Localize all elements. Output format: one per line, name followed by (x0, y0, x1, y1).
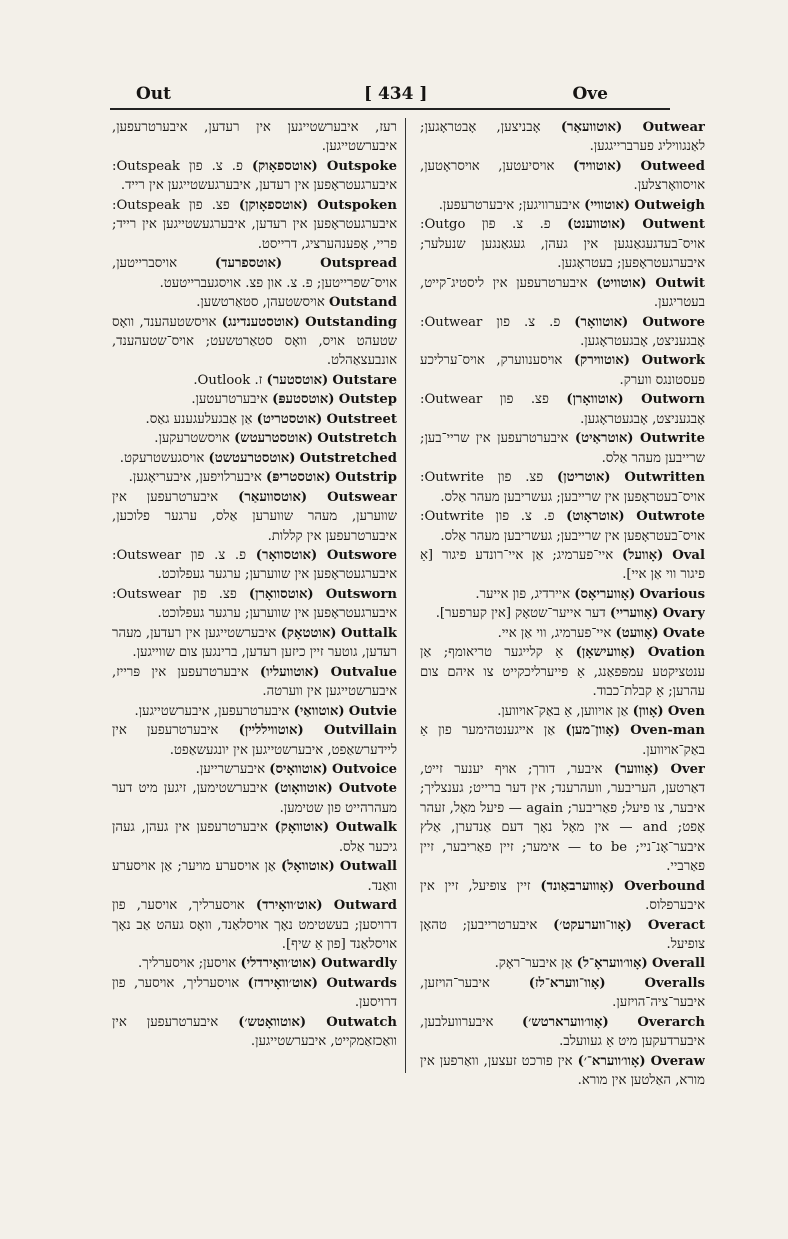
entry-headword: Outvoice (331, 761, 397, 777)
dictionary-entry (112, 293, 397, 312)
header-rule (110, 108, 670, 110)
column-divider (405, 118, 406, 1073)
entry-pronunciation: (אוטסטענדינג) (221, 314, 300, 330)
entry-pronunciation: (אָוועט) (615, 625, 659, 641)
entry-definition: איבערטרעפען אין שריי־בען; שרייבען מעהר אַלס. (420, 431, 705, 466)
entry-pronunciation: (אוטסטרעטש) (234, 431, 314, 447)
entry-headword: Outwards (326, 975, 397, 991)
header-page-number: [ 434 ] (364, 84, 428, 104)
entry-pronunciation: (אָוון־מען) (565, 723, 621, 739)
entry-headword: Outward (333, 898, 397, 914)
entry-definition: איבערוועלבען, איבערדעקען מיט אַ געוועלב. (420, 1014, 705, 1050)
entry-definition: איירדיג, פון אייער. (475, 586, 571, 602)
entry-pronunciation: (אוטווענט) (567, 217, 626, 233)
dictionary-entry (112, 371, 397, 390)
entry-pronunciation: (אוטוואָק) (274, 820, 330, 836)
entry-headword: Outvillain (323, 723, 397, 739)
dictionary-entry (420, 313, 705, 352)
entry-definition: פ. צ. פון Outspeak: איבערגעטראָפען אין רעדען, איבערגעשטייגען אין רייד. (112, 158, 397, 194)
entry-headword: Outwatch (326, 1014, 397, 1030)
entry-pronunciation: (אוטוואָיס) (269, 761, 328, 777)
entry-definition: דער אייער־שטאָק [אין קערפער]. (435, 606, 606, 622)
dictionary-entry (112, 760, 397, 779)
entry-definition: איי־פערמיג; אַן איי־רונדע פיגור [אַ פיגור ווי אַן איי]. (420, 547, 705, 583)
dictionary-entry (420, 1052, 705, 1091)
entry-definition: איבערטרעפען אין שווערען, מעהר שווערען אַלס, ערגער פלוכען, איבערטרעפען אין קללות. (112, 489, 397, 544)
entry-definition: אַן אויווען, אַ באַק־אויווען. (497, 703, 629, 719)
dictionary-entry (420, 157, 705, 196)
dictionary-entry (112, 624, 397, 663)
entry-headword: Overall (651, 956, 705, 972)
entry-headword: Outstep (338, 392, 397, 408)
entry-headword: Ovarious (639, 586, 705, 602)
dictionary-entry (112, 196, 397, 254)
dictionary-entry (112, 974, 397, 1013)
entry-headword: Overaw (650, 1053, 705, 1069)
entry-definition: איבערטרעפען אין וואַכזאַמקייט, איבערשטייגען. (112, 1014, 397, 1050)
entry-headword: Oval (672, 547, 705, 563)
entry-pronunciation: (אוטסטריט) (256, 411, 323, 427)
entry-headword: Overalls (644, 975, 705, 991)
entry-definition: אויסברייטען, אויס־שפרייטען; פ. צ. און פצ. אויסגעברייטעט. (112, 256, 397, 291)
entry-headword: Outtalk (341, 625, 397, 641)
entry-definition: איבערשטייגען אין רעדען, מעהר רעדען, גוטער זיין כיזען רעדען, ברינגען צום שווייגען. (112, 625, 397, 661)
entry-pronunciation: (אוטסוואָר) (255, 547, 318, 563)
entry-headword: Overbound (624, 878, 705, 894)
entry-definition: איבערשרייען. (195, 761, 266, 777)
entry-headword: Outswear (327, 489, 397, 505)
header-left-word: Out (136, 84, 172, 104)
entry-headword: Outwear (642, 120, 705, 135)
dictionary-entry (420, 721, 705, 760)
entry-pronunciation: (אוטראָוט) (566, 509, 625, 525)
entry-definition: איבער־הויזען, איבער־ציה־הויזען. (420, 975, 705, 1011)
entry-definition: פצ. פון Outspeak: איבערגעטראָפען אין רעדען, איבערגעשטייגען אין רייד; פריי, אָפענהערציג, דרייסט. (112, 197, 397, 252)
dictionary-entry (420, 1013, 705, 1052)
entry-definition: אויסשטעהן, סטאַרטשען. (196, 295, 325, 311)
dictionary-entry (420, 351, 705, 390)
entry-headword: Outvalue (330, 664, 397, 680)
entry-pronunciation: (אוטוואָוט) (273, 781, 333, 797)
entry-pronunciation: (אוטוויד) (573, 158, 622, 174)
dictionary-entry (420, 604, 705, 623)
dictionary-entry (420, 546, 705, 585)
dictionary-entry (420, 954, 705, 973)
entry-pronunciation: (אוט׳וואָירדז) (247, 975, 318, 991)
entry-pronunciation: (אוטסטעפּ) (272, 392, 335, 408)
entry-headword: Ovate (662, 625, 705, 641)
dictionary-entry (112, 857, 397, 896)
entry-definition: אויסגעשטרעקט. (119, 450, 205, 466)
entry-pronunciation: (אוטסוואָרן) (248, 586, 314, 602)
entry-definition: איי־פערמיג, ווי אַן איי. (497, 625, 612, 641)
entry-pronunciation: (אוטראַיט) (574, 431, 634, 447)
dictionary-entry (112, 818, 397, 857)
dictionary-entry (112, 254, 397, 293)
dictionary-entry (112, 702, 397, 721)
entry-headword: Outwork (641, 353, 705, 369)
entry-definition: אַן איבער־ראָק. (494, 956, 573, 972)
entry-headword: Overact (647, 917, 705, 933)
entry-headword: Outwit (655, 275, 705, 291)
entry-definition: אָבניצען, אָבטראָגען; לאַנגוויליג פערברייגגען. (420, 120, 705, 155)
dictionary-entry (112, 118, 397, 157)
entry-pronunciation: (אָוווער) (613, 761, 659, 777)
header-right-word: Ove (572, 84, 608, 104)
entry-headword: Outstretched (299, 450, 397, 466)
entry-pronunciation: (אָוו׳ווערארטש׳) (522, 1014, 609, 1030)
dictionary-entry (112, 157, 397, 196)
entry-headword: Outwore (642, 314, 705, 330)
entry-definition: איבערטרעטען. (191, 392, 268, 408)
entry-pronunciation: (אָוו־ווערא־לז) (528, 975, 606, 991)
entry-definition: רעז, איבערשטייגען אין רעדען, איבערטרעפען, איבערשטייגען. (112, 120, 397, 155)
entry-definition: אויסען; אויסערליך. (138, 956, 237, 972)
dictionary-entry (112, 585, 397, 624)
entry-definition: פצ. פון Outwrite: אויס־בעטראָפען אין שרייבען; געשריבען מעהר אַלס. (420, 470, 705, 505)
entry-headword: Outvie (348, 703, 397, 719)
entry-pronunciation: (אוטסטער) (266, 372, 329, 388)
entry-headword: Outspread (320, 256, 397, 272)
dictionary-entry (112, 721, 397, 760)
entry-pronunciation: (אוטוויי) (584, 197, 631, 213)
entry-definition: פ. צ. פון Outwear: אָבגעניצט, אָבגעטראָגען. (420, 314, 705, 349)
entry-definition: אויסשטעהענד, וואָס שטעהט אויס, וואָס סטאַרטשעט; אויס־שטעהענד, אונבעצאַהלט. (112, 314, 397, 369)
dictionary-entry (112, 390, 397, 409)
entry-pronunciation: (אָוו׳ווערא־׳) (577, 1053, 646, 1069)
entry-definition: איבערטרעפען אין פּרייז, איבערשטייגען אין ווערטה. (112, 664, 397, 700)
entry-definition: פ. צ. פון Outwrite: אויס־בעטראָפען אין שרייבען; געשריבען מעהר אַלס. (420, 509, 705, 544)
dictionary-entry (420, 974, 705, 1013)
entry-headword: Outstand (328, 295, 397, 311)
entry-definition: אין פורכט זעצען, וואַרפען אין מורא, האַלטען אין מורא. (420, 1053, 705, 1089)
entry-definition: איבער, דורך; אויף יענער זייט, דאַרטען, העריבער, וועהרענד; אין דער ברייט; גענצליך; איבער, צו פיעל; פאַריבער; again — פיעל מאָל, זעהר אָפט; and — אין מאָל נאָך דעם אַנדערן, אַלץ איבער־אָנ־ניי; to be — אימער; זיין פאַריבער, זיין פאַרביי. (420, 761, 705, 875)
dictionary-entry (112, 449, 397, 468)
dictionary-entry (420, 390, 705, 429)
entry-headword: Ovation (647, 645, 705, 661)
dictionary-entry (420, 468, 705, 507)
entry-headword: Outweigh (634, 197, 705, 213)
dictionary-entry (420, 702, 705, 721)
entry-definition: אויסערליך, אויסער, פון דרויסען. (112, 975, 397, 1011)
dictionary-entry (112, 488, 397, 546)
dictionary-entry (420, 916, 705, 955)
entry-pronunciation: (אוטטאָק) (280, 625, 337, 641)
dictionary-entry (420, 507, 705, 546)
entry-definition: פצ. פון Outswear: איבערגעטראָפען אין שווערען; ערגער געפלוכט. (112, 586, 397, 622)
entry-headword: Outspoke (326, 158, 397, 174)
dictionary-entry (420, 877, 705, 916)
dictionary-entry (420, 215, 705, 273)
entry-pronunciation: (אוטספרעד) (214, 256, 283, 272)
entry-pronunciation: (אוטוועליו) (259, 664, 320, 680)
entry-definition: אַן אַבגעלעגענע גאַס. (145, 411, 253, 427)
entry-headword: Overarch (637, 1014, 705, 1030)
entry-headword: Outwritten (624, 470, 705, 486)
entry-headword: Outstare (332, 372, 397, 388)
entry-pronunciation: (אוטוואָר) (574, 314, 629, 330)
dictionary-entry (112, 313, 397, 371)
entry-pronunciation: (אוטספאָוקן) (238, 197, 309, 213)
entry-headword: Outwalk (335, 820, 397, 836)
dictionary-entry (112, 1013, 397, 1052)
entry-pronunciation: (אוטספאָוק) (251, 158, 318, 174)
entry-definition: איבערטרייבען; טהאָן צופיעל. (420, 917, 705, 953)
entry-pronunciation: (אוטסטרעטשט) (208, 450, 296, 466)
entry-headword: Outwent (642, 217, 705, 233)
entry-headword: Outwall (339, 859, 397, 875)
dictionary-entry (112, 663, 397, 702)
entry-pronunciation: (אוטוואָל) (281, 859, 335, 875)
entry-definition: פ. צ. פון Outswear: איבערגעטראָפען אין שווערען; ערגער געפלוכט. (112, 547, 397, 583)
entry-headword: Outstrip (335, 470, 397, 486)
entry-definition: אַן אייגענטהימער פון אַ באַק־אויווען. (420, 723, 705, 758)
entry-pronunciation: (אוטריטן) (557, 470, 611, 486)
entry-pronunciation: (אוטוויט) (596, 275, 647, 291)
entry-definition: אַן אויסערע מויער; אַן אויסערע וואַנד. (112, 859, 397, 894)
entry-headword: Outwrite (640, 431, 705, 447)
entry-pronunciation: (אוטוואַי) (293, 703, 345, 719)
dictionary-entry (420, 585, 705, 604)
entry-definition: איבערטרעפען אין ליידערשאַפט, איבערשטייגען אין יונגעשאַפט. (112, 723, 397, 758)
entry-headword: Outstretch (317, 431, 397, 447)
entry-headword: Oven (667, 703, 705, 719)
dictionary-entry (420, 196, 705, 215)
entry-definition: איבערטרעפען, איבערשטייגען. (134, 703, 290, 719)
entry-pronunciation: (אוט׳וואָירדלי) (240, 956, 317, 972)
right-column (420, 118, 705, 1198)
entry-pronunciation: (אָוו־ווערעקט׳) (553, 917, 633, 933)
entry-headword: Outweed (640, 158, 705, 174)
entry-pronunciation: (אָוון) (632, 703, 664, 719)
entry-headword: Over (670, 761, 705, 777)
entry-definition: אויסערליך, אויסער, פון דרויסען; בעשטימט נאָך אויסלאַנד, וואָס געהט אַב נאָך אויסלאַנד [פון אַ שיף]. (112, 898, 397, 953)
entry-headword: Outsworn (325, 586, 397, 602)
entry-definition: איבערטרעפען אין געהן, געהן גיכער אַלס. (112, 820, 397, 855)
entry-definition: איבערלויפען, איבעריאָגען. (128, 470, 262, 486)
entry-pronunciation: (אָוועריאָס) (574, 586, 636, 602)
dictionary-entry (420, 429, 705, 468)
entry-definition: אויסשטרעקען. (154, 431, 230, 447)
entry-definition: פ. צ. פון Outgo: אויס־בעדגעגאַנגען אין געהן, געגאַנגען שנעלער; איבערגעטראָפען; בעטראָגען. (420, 217, 705, 272)
entry-pronunciation: (אוטוואָרן) (566, 392, 624, 408)
entry-definition: זיין צופיעל, זיין אין איבערפלוס. (420, 878, 705, 914)
entry-pronunciation: (אָוועריי) (609, 606, 659, 622)
entry-pronunciation: (אָוועל) (622, 547, 664, 563)
entry-headword: Oven-man (630, 723, 705, 739)
entry-definition: איבערטרעפען אין ליסטיג־קייט, בעטריגען. (420, 275, 705, 311)
dictionary-entry (112, 779, 397, 818)
entry-pronunciation: (אוטווילליין) (238, 723, 304, 739)
entry-definition: אויסיעטען, אויסראָטען, אויסוואָרצלען. (420, 158, 705, 194)
entry-pronunciation: (אוטוואָטש׳) (238, 1014, 307, 1030)
entry-definition: איבערוויגען; איבערטרעפען. (438, 197, 580, 213)
entry-pronunciation: (אוטווירק) (573, 353, 630, 369)
entry-pronunciation: (אוטסוועאַר) (238, 489, 308, 505)
entry-definition: ז. Outlook. (193, 372, 263, 388)
dictionary-entry (112, 429, 397, 448)
dictionary-entry (420, 118, 705, 157)
entry-headword: Outstanding (305, 314, 397, 330)
entry-headword: Ovary (662, 606, 705, 622)
entry-headword: Outvote (338, 781, 397, 797)
entry-headword: Outwrote (636, 509, 705, 525)
dictionary-entry (420, 274, 705, 313)
dictionary-entry (112, 954, 397, 973)
entry-pronunciation: (אוט׳וואָירד) (255, 898, 323, 914)
dictionary-entry (420, 760, 705, 877)
entry-definition: איבערשטימען, זיגען מיט דער מעהרהייט פון שטימען. (112, 781, 397, 816)
entry-headword: Outswore (326, 547, 397, 563)
entry-pronunciation: (אָוווערבאַונד) (540, 878, 615, 894)
entry-headword: Outstreet (326, 411, 397, 427)
entry-headword: Outworn (641, 392, 705, 408)
left-column (112, 118, 397, 1198)
entry-headword: Outwardly (321, 956, 397, 972)
entry-pronunciation: (אָוועישאָן) (575, 645, 636, 661)
entry-definition: אַ קלייגער טריאומף; אַן ענטציקטע עמפּפאַנג, אַ פייערליכקייט צו איהם צום עהרען; אַ קבלת־כבוד. (420, 645, 705, 700)
dictionary-entry (420, 643, 705, 701)
dictionary-entry (420, 624, 705, 643)
entry-headword: Outspoken (317, 197, 397, 213)
entry-pronunciation: (אוטוועאַר) (560, 120, 623, 135)
entry-definition: פצ. פון Outwear: אָבגעניצט, אָבגעטראָגען. (420, 392, 705, 427)
dictionary-entry (112, 546, 397, 585)
entry-definition: אויסענווערק, אויס־ערליכע פעסטונגס ווערק. (420, 353, 705, 388)
entry-pronunciation: (אוטסטריפּ) (266, 470, 331, 486)
dictionary-entry (112, 410, 397, 429)
dictionary-entry (112, 468, 397, 487)
dictionary-entry (112, 896, 397, 954)
entry-pronunciation: (אָוו׳וועראָ־ל) (576, 956, 648, 972)
